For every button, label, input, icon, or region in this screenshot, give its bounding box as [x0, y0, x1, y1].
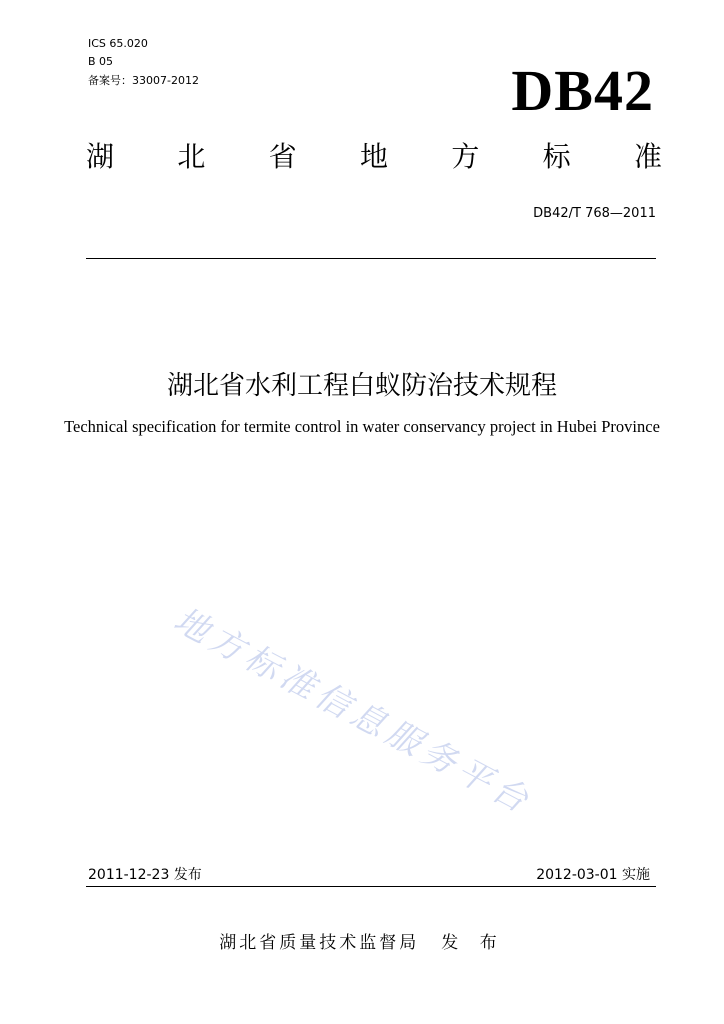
standard-type-char: 准 — [633, 140, 662, 173]
standard-type-char: 标 — [542, 140, 571, 173]
ics-code: ICS 65.020 — [88, 37, 148, 50]
title-english: Technical specification for termite control in water conservancy project in Hubei Province — [64, 417, 660, 436]
title-chinese: 湖北省水利工程白蚁防治技术规程 — [166, 371, 557, 401]
standard-type-char: 方 — [451, 140, 480, 173]
standard-number: DB42/T 768—2011 — [533, 206, 656, 221]
implementation-date: 2012-03-01 实施 — [536, 867, 650, 883]
ccs-code: B 05 — [88, 55, 114, 68]
publisher-name: 湖北省质量技术监督局 — [219, 933, 420, 953]
bottom-divider — [86, 886, 656, 887]
publisher-action: 发 布 — [441, 933, 505, 953]
standard-type-char: 省 — [268, 140, 297, 173]
filing-number: 备案号：33007-2012 — [88, 74, 199, 87]
issue-date: 2011-12-23 发布 — [88, 867, 202, 883]
watermark: 地方标准信息服务平台 — [167, 600, 540, 824]
standard-type-char: 湖 — [86, 140, 115, 173]
standard-type-char: 北 — [177, 140, 206, 173]
standard-type-char: 地 — [359, 140, 388, 173]
standard-type-heading — [86, 140, 662, 174]
db-standard-mark: DB42 — [511, 58, 654, 123]
top-divider — [86, 258, 656, 259]
publisher-line — [0, 932, 724, 954]
